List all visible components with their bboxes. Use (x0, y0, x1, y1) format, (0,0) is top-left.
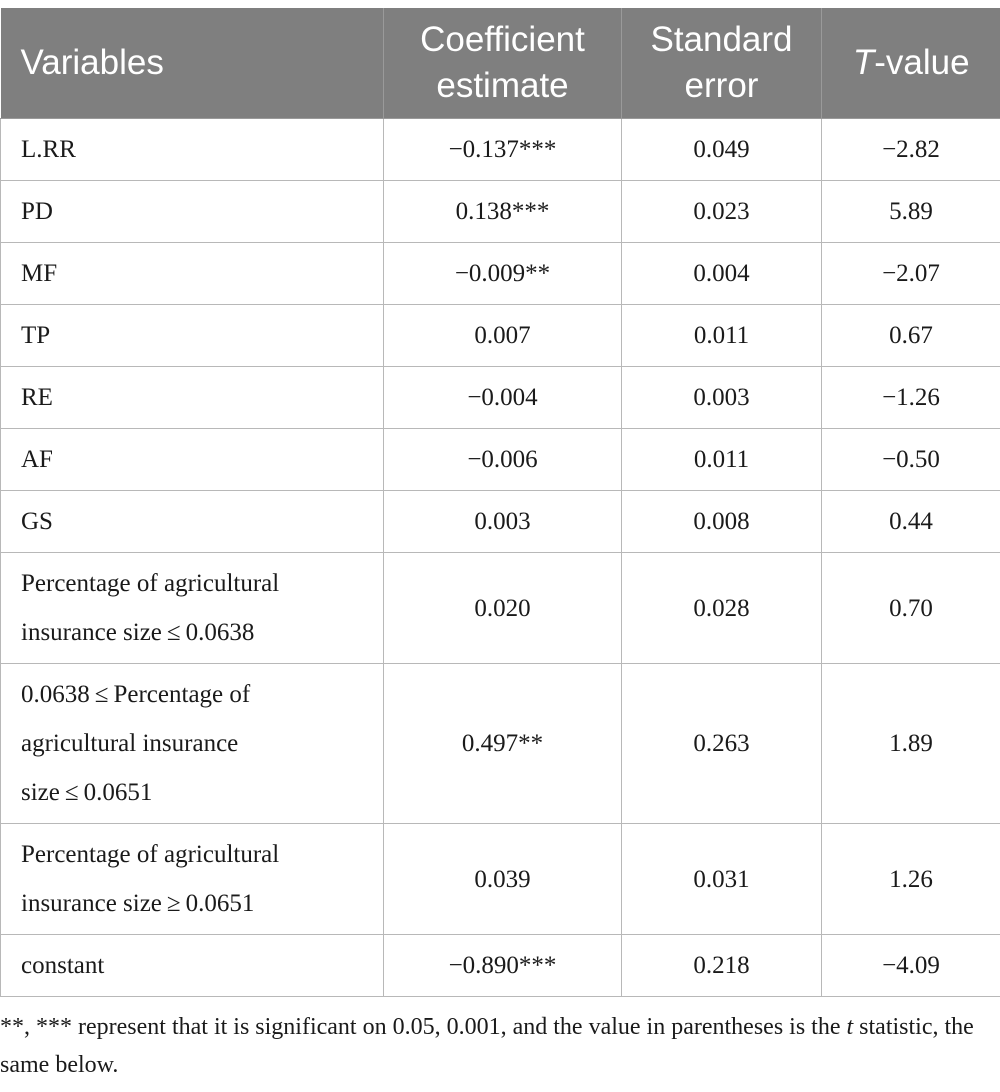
header-t-italic: T (852, 43, 875, 82)
cell-t-value: −0.50 (822, 429, 1000, 491)
footnote-text-after: statistic, the same below. (0, 1014, 974, 1078)
cell-coefficient: 0.138*** (384, 181, 622, 243)
cell-coefficient: −0.009** (384, 243, 622, 305)
table-row (1, 367, 1000, 429)
cell-t-value: 1.89 (822, 664, 1000, 824)
cell-variable: L.RR (1, 119, 384, 181)
cell-variable (1, 824, 384, 935)
cell-variable-line1: Percentage of agricultural (21, 570, 280, 597)
cell-standard-error: 0.031 (622, 824, 822, 935)
header-row (1, 8, 1000, 119)
table-row (1, 664, 1000, 824)
header-t-rest: -value (874, 43, 970, 82)
cell-coefficient: 0.003 (384, 491, 622, 553)
header-variables (1, 8, 384, 119)
cell-coefficient: −0.004 (384, 367, 622, 429)
cell-coefficient: 0.020 (384, 553, 622, 664)
cell-variable: TP (1, 305, 384, 367)
cell-coefficient: −0.006 (384, 429, 622, 491)
table-footnote (0, 1008, 990, 1084)
table-header (1, 8, 1000, 119)
cell-variable-line1: 0.0638 ≤ Percentage of (21, 681, 251, 708)
table-row (1, 119, 1000, 181)
cell-variable: MF (1, 243, 384, 305)
cell-coefficient: −0.137*** (384, 119, 622, 181)
footnote-t-italic: t (846, 1014, 854, 1040)
cell-standard-error: 0.218 (622, 935, 822, 997)
cell-variable-line3: size ≤ 0.0651 (21, 779, 153, 806)
table-row (1, 305, 1000, 367)
cell-standard-error: 0.003 (622, 367, 822, 429)
header-variables-label: Variables (20, 43, 164, 82)
cell-variable-line2: insurance size ≥ 0.0651 (21, 890, 255, 917)
cell-t-value: −1.26 (822, 367, 1000, 429)
cell-variable: AF (1, 429, 384, 491)
cell-t-value: −2.07 (822, 243, 1000, 305)
cell-standard-error: 0.008 (622, 491, 822, 553)
header-std-line1: Standard (650, 20, 793, 59)
cell-variable-line2: agricultural insurance (21, 730, 239, 757)
cell-variable (1, 553, 384, 664)
cell-standard-error: 0.028 (622, 553, 822, 664)
cell-t-value: 1.26 (822, 824, 1000, 935)
cell-t-value: 0.70 (822, 553, 1000, 664)
cell-t-value: 0.44 (822, 491, 1000, 553)
cell-variable: GS (1, 491, 384, 553)
cell-coefficient: 0.007 (384, 305, 622, 367)
header-std-line2: error (684, 66, 759, 105)
cell-variable-line1: Percentage of agricultural (21, 841, 280, 868)
cell-coefficient: 0.497** (384, 664, 622, 824)
cell-variable-line2: insurance size ≤ 0.0638 (21, 619, 255, 646)
table-body (1, 119, 1000, 997)
cell-standard-error: 0.004 (622, 243, 822, 305)
table-row (1, 429, 1000, 491)
cell-variable: PD (1, 181, 384, 243)
cell-t-value: −2.82 (822, 119, 1000, 181)
cell-variable (1, 664, 384, 824)
header-coefficient-line2: estimate (436, 66, 569, 105)
table-row (1, 243, 1000, 305)
table-row (1, 824, 1000, 935)
cell-variable: RE (1, 367, 384, 429)
table-row (1, 935, 1000, 997)
footnote-text-before: **, *** represent that it is significant on 0.05, 0.001, and the value in parentheses is the (0, 1014, 841, 1040)
header-standard-error (622, 8, 822, 119)
cell-standard-error: 0.011 (622, 305, 822, 367)
cell-standard-error: 0.049 (622, 119, 822, 181)
header-coefficient-line1: Coefficient (420, 20, 585, 59)
table-row (1, 491, 1000, 553)
cell-t-value: 5.89 (822, 181, 1000, 243)
cell-standard-error: 0.263 (622, 664, 822, 824)
regression-table-container (0, 8, 1000, 997)
regression-table (0, 8, 1000, 997)
cell-variable: constant (1, 935, 384, 997)
cell-t-value: −4.09 (822, 935, 1000, 997)
table-row (1, 553, 1000, 664)
cell-coefficient: 0.039 (384, 824, 622, 935)
header-coefficient-estimate (384, 8, 622, 119)
table-row (1, 181, 1000, 243)
header-t-value (822, 8, 1000, 119)
cell-coefficient: −0.890*** (384, 935, 622, 997)
cell-t-value: 0.67 (822, 305, 1000, 367)
cell-standard-error: 0.023 (622, 181, 822, 243)
cell-standard-error: 0.011 (622, 429, 822, 491)
